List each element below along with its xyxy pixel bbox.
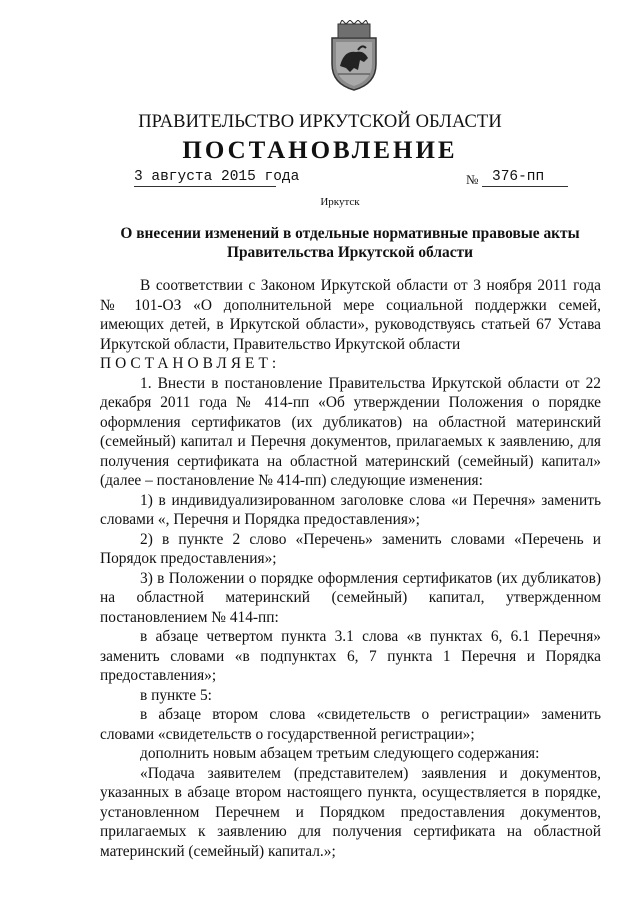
resolution-word: ПОСТАНОВЛЯЕТ: [100,355,281,372]
document-date: 3 августа 2015 года [134,169,300,185]
paragraph: 3) в Положении о порядке оформления сертификатов (их дубликатов) на областной материнский (семейный) капитал, утвержденном постановлением № 414-пп: [100,569,601,626]
city-name: Иркутск [320,196,360,208]
paragraph: 1) в индивидуализированном заголовке слова «и Перечня» заменить словами «, Перечня и Порядка предоставления»; [100,491,601,528]
paragraph: в абзаце четвертом пункта 3.1 слова «в пунктах 6, 6.1 Перечня» заменить словами «в подпунктах 6, 7 пункта 1 Перечня и Порядка предоставления»; [100,628,601,684]
paragraph: 2) в пункте 2 слово «Перечень» заменить словами «Перечень и Порядок предоставления»; [100,530,601,567]
paragraph: в абзаце втором слова «свидетельств о регистрации» заменить словами «свидетельств о государственной регистрации»; [100,706,601,743]
paragraph: дополнить новым абзацем третьим следующего содержания: [140,745,540,762]
document-body [100,276,601,861]
document-number: 376-пп [482,169,568,187]
number-label: № [466,172,479,187]
date-underline [134,186,276,187]
document-type: ПОСТАНОВЛЕНИЕ [182,137,458,164]
paragraph: В соответствии с Законом Иркутской области от 3 ноября 2011 года № 101-ОЗ «О дополнительной мере социальной поддержки семей, имеющих детей, в Иркутской области», руководствуясь статьей 67 Устава Иркутской области, Правительство Иркутской области [100,277,601,353]
document-title: О внесении изменений в отдельные нормативные правовые акты Правительства Иркутской области [120,225,580,261]
paragraph: «Подача заявителем (представителем) заявления и документов, указанных в абзаце втором настоящего пункта, осуществляется в порядке, установленном Перечнем и Порядком предоставления документов, прилагаемых к заявлению для получения сертификата на областной материнский (семейный) капитал.»; [100,764,601,860]
organization-name: ПРАВИТЕЛЬСТВО ИРКУТСКОЙ ОБЛАСТИ [138,112,502,132]
coat-of-arms-icon [328,20,380,92]
paragraph: 1. Внести в постановление Правительства Иркутской области от 22 декабря 2011 года № 414-пп «Об утверждении Положения о порядке оформления сертификатов (их дубликатов) на областной материнский (семейный) капитал и Перечня документов, прилагаемых к заявлению, для получения сертификата на областной материнский (семейный) капитал» (далее – постановление № 414-пп) следующие изменения: [100,374,601,489]
paragraph: в пункте 5: [140,686,212,704]
